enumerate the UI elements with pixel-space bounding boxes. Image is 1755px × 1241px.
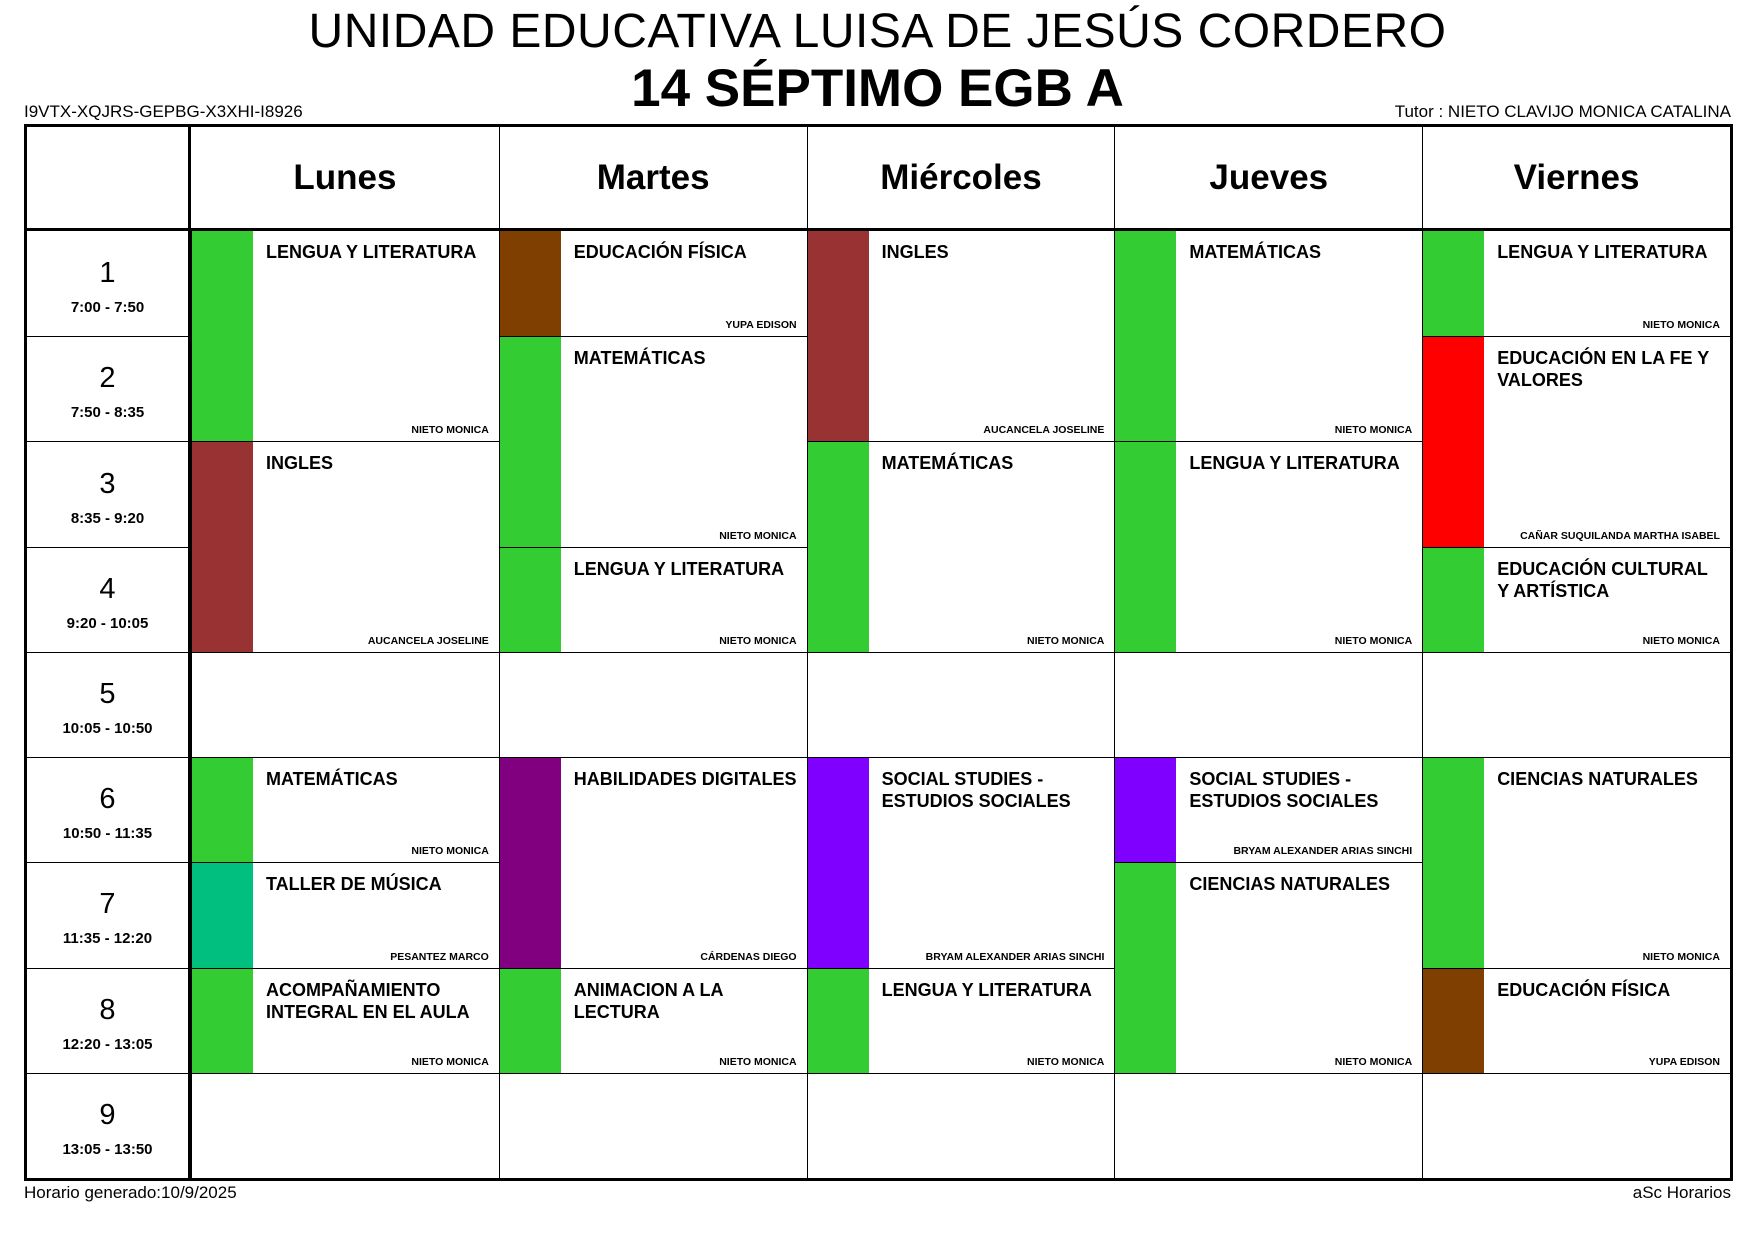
lesson-subject: INGLES [266,453,334,474]
lesson-teacher: NIETO MONICA [1642,950,1720,963]
lesson-teacher: AUCANCELA JOSELINE [367,634,489,647]
lesson-teacher: BRYAM ALEXANDER ARIAS SINCHI [1233,845,1413,858]
lesson-teacher: YUPA EDISON [725,319,797,332]
period-label [27,968,191,1073]
period-number: 4 [99,572,116,605]
lesson-card[interactable] [1114,231,1422,441]
lesson-card[interactable] [1422,968,1730,1073]
lesson-card[interactable] [1114,441,1422,651]
subject-color-bar [192,758,253,862]
period-time: 10:05 - 10:50 [62,719,153,737]
empty-slot [191,652,499,757]
lesson-card[interactable] [1114,862,1422,1072]
lesson-card[interactable] [191,862,499,967]
lesson-teacher: NIETO MONICA [1334,634,1413,647]
subject-color-bar [808,969,869,1073]
subject-color-bar [808,231,869,441]
lesson-card[interactable] [807,968,1115,1073]
period-time: 7:00 - 7:50 [70,298,145,316]
lesson-card[interactable] [191,441,499,651]
subject-color-bar [1423,548,1484,652]
lesson-subject: LENGUA Y LITERATURA [1497,242,1708,262]
lesson-teacher: NIETO MONICA [1642,634,1720,647]
timetable-grid [24,124,1733,1181]
period-number: 7 [99,888,116,921]
lesson-subject: SOCIAL STUDIES - ESTUDIOS SOCIALES [881,769,1071,812]
period-time: 11:35 - 12:20 [62,930,153,948]
lesson-subject: EDUCACIÓN EN LA FE Y VALORES [1497,348,1709,391]
period-label [27,547,191,652]
subject-color-bar [1115,231,1176,441]
lesson-card[interactable] [191,231,499,441]
lesson-subject: CIENCIAS NATURALES [1189,874,1391,895]
subject-color-bar [1423,969,1484,1073]
lesson-teacher: NIETO MONICA [719,634,797,647]
brand-label: aSc Horarios [1632,1183,1731,1202]
period-time: 10:50 - 11:35 [62,825,153,843]
subject-color-bar [1423,758,1484,967]
period-label [27,862,191,967]
lesson-card[interactable] [1114,757,1422,862]
period-label [27,441,191,546]
empty-slot [1422,652,1730,757]
subject-color-bar [192,863,253,967]
subject-color-bar [1423,337,1484,546]
tutor-label: Tutor : NIETO CLAVIJO MONICA CATALINA [1394,102,1731,121]
lesson-subject: MATEMÁTICAS [266,769,398,790]
class-title: 14 SÉPTIMO EGB A [631,59,1124,118]
empty-slot [1114,652,1422,757]
period-label [27,336,191,441]
subject-color-bar [808,758,869,967]
lesson-card[interactable] [499,968,807,1073]
subject-color-bar [500,758,561,967]
lesson-subject: EDUCACIÓN FÍSICA [573,242,747,262]
lesson-teacher: NIETO MONICA [1026,634,1105,647]
period-number: 2 [99,362,116,395]
lesson-card[interactable] [499,231,807,336]
period-number: 1 [99,256,116,289]
lesson-card[interactable] [1422,757,1730,967]
period-time: 13:05 - 13:50 [62,1140,153,1158]
subject-color-bar [192,231,253,441]
period-time: 12:20 - 13:05 [62,1035,153,1053]
lesson-teacher: CÁRDENAS DIEGO [700,950,797,963]
lesson-card[interactable] [499,336,807,546]
lesson-subject: INGLES [881,242,949,262]
timetable-code: I9VTX-XQJRS-GEPBG-X3XHI-I8926 [24,102,303,121]
lesson-subject: TALLER DE MÚSICA [266,874,442,895]
period-number: 5 [99,677,116,710]
period-number: 9 [99,1098,116,1131]
lesson-teacher: NIETO MONICA [411,845,489,858]
lesson-teacher: YUPA EDISON [1648,1055,1720,1068]
lesson-subject: LENGUA Y LITERATURA [266,242,477,262]
empty-slot [1114,1073,1422,1178]
lesson-teacher: CAÑAR SUQUILANDA MARTHA ISABEL [1520,529,1720,542]
lesson-teacher: BRYAM ALEXANDER ARIAS SINCHI [925,950,1105,963]
lesson-subject: MATEMÁTICAS [881,453,1014,474]
lesson-card[interactable] [191,968,499,1073]
lesson-teacher: NIETO MONICA [719,1055,797,1068]
generated-date: Horario generado:10/9/2025 [24,1183,237,1202]
lesson-subject: SOCIAL STUDIES - ESTUDIOS SOCIALES [1189,769,1379,812]
period-label [27,231,191,336]
period-time: 8:35 - 9:20 [70,509,145,527]
period-number: 3 [99,467,116,500]
period-number: 6 [99,783,116,816]
subject-color-bar [808,442,869,651]
lesson-card[interactable] [807,231,1115,441]
lesson-teacher: NIETO MONICA [719,529,797,542]
lesson-subject: LENGUA Y LITERATURA [1189,453,1400,474]
subject-color-bar [500,231,561,336]
lesson-subject: EDUCACIÓN FÍSICA [1497,979,1671,1000]
lesson-subject: LENGUA Y LITERATURA [573,558,785,579]
day-header: Viernes [1422,127,1730,231]
lesson-teacher: AUCANCELA JOSELINE [983,424,1105,437]
lesson-subject: ANIMACION A LA LECTURA [573,979,723,1022]
lesson-teacher: NIETO MONICA [1334,1055,1413,1068]
lesson-card[interactable] [499,547,807,652]
grid-corner [27,127,191,231]
subject-color-bar [1423,231,1484,336]
empty-slot [191,1073,499,1178]
lesson-subject: MATEMÁTICAS [1189,242,1322,262]
period-number: 8 [99,993,116,1026]
school-title: UNIDAD EDUCATIVA LUISA DE JESÚS CORDERO [308,5,1447,58]
subject-color-bar [500,337,561,546]
lesson-subject: MATEMÁTICAS [573,348,706,369]
lesson-card[interactable] [1422,231,1730,336]
subject-color-bar [192,969,253,1073]
empty-slot [499,1073,807,1178]
lesson-teacher: NIETO MONICA [411,424,489,437]
period-label [27,1073,191,1178]
empty-slot [499,652,807,757]
day-header: Jueves [1114,127,1422,231]
lesson-subject: LENGUA Y LITERATURA [881,979,1092,1000]
subject-color-bar [1115,863,1176,1072]
empty-slot [1422,1073,1730,1178]
empty-slot [807,1073,1115,1178]
lesson-teacher: NIETO MONICA [1026,1055,1105,1068]
subject-color-bar [500,548,561,652]
period-time: 7:50 - 8:35 [70,404,145,422]
lesson-subject: ACOMPAÑAMIENTO INTEGRAL EN EL AULA [266,979,470,1022]
subject-color-bar [500,969,561,1073]
period-label [27,652,191,757]
lesson-teacher: PESANTEZ MARCO [390,950,489,963]
day-header: Miércoles [807,127,1115,231]
day-header: Martes [499,127,807,231]
period-time: 9:20 - 10:05 [66,614,149,632]
lesson-subject: EDUCACIÓN CULTURAL Y ARTÍSTICA [1497,558,1708,601]
lesson-card[interactable] [1422,336,1730,546]
lesson-card[interactable] [499,757,807,967]
lesson-teacher: NIETO MONICA [1334,424,1413,437]
lesson-subject: HABILIDADES DIGITALES [573,769,797,790]
empty-slot [807,652,1115,757]
lesson-card[interactable] [807,757,1115,967]
period-label [27,757,191,862]
lesson-card[interactable] [1422,547,1730,652]
subject-color-bar [192,442,253,651]
lesson-teacher: NIETO MONICA [1642,319,1720,332]
subject-color-bar [1115,442,1176,651]
lesson-subject: CIENCIAS NATURALES [1497,769,1698,790]
lesson-teacher: NIETO MONICA [411,1055,489,1068]
subject-color-bar [1115,758,1176,862]
lesson-card[interactable] [191,757,499,862]
lesson-card[interactable] [807,441,1115,651]
day-header: Lunes [191,127,499,231]
